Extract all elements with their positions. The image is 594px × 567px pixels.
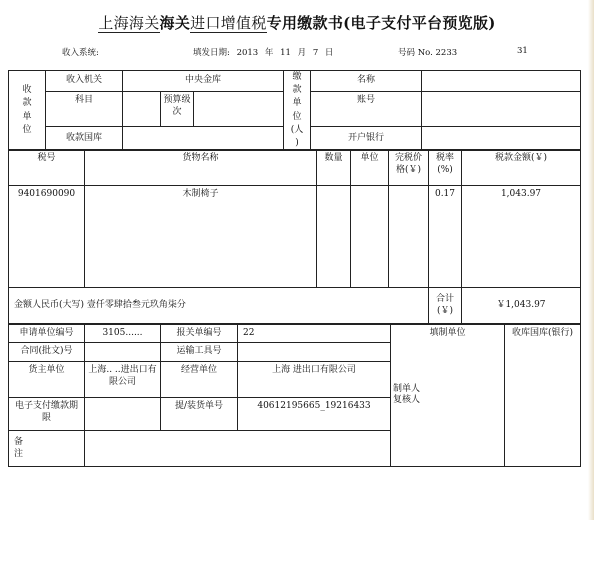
details-table	[8, 324, 581, 467]
amount-in-words: 金额人民币(大写) 壹仟零肆拾叁元玖角柒分	[9, 288, 429, 324]
payer-bank-value	[422, 127, 581, 151]
reviewer-label: 复核人	[393, 395, 421, 406]
header-tax-no: 税号	[9, 150, 85, 186]
title-customs: 海关	[159, 14, 191, 32]
fill-date: 填发日期: 2013 年 11 月 7 日	[193, 48, 334, 58]
bill-no-value: 40612195665_19216433	[238, 398, 391, 431]
payer-bank-label: 开户银行	[311, 127, 422, 151]
paying-unit-header: 缴 款 单 位 (人 )	[284, 71, 311, 151]
total-value: ￥1,043.97	[462, 288, 581, 324]
applicant-no-value: 3105......	[85, 325, 161, 343]
row-tax-rate: 0.17	[429, 186, 462, 288]
header-tax-amount: 税款金额(￥)	[462, 150, 581, 186]
collecting-agency-value: 中央金库	[123, 71, 284, 92]
budget-level-label: 预算级次	[161, 92, 194, 127]
payment-deadline-value	[85, 398, 161, 431]
row-tax-amount: 1,043.97	[462, 186, 581, 288]
collecting-treasury-value	[123, 127, 284, 151]
page-edge-shadow	[588, 0, 594, 520]
subject-label: 科目	[46, 92, 123, 127]
contract-no-label: 合同(批文)号	[9, 343, 85, 362]
remarks-label: 备注	[9, 431, 85, 467]
transport-label: 运输工具号	[161, 343, 238, 362]
consignee-value: 上海.. ..进出口有限公司	[85, 362, 161, 398]
payer-name-value	[422, 71, 581, 92]
document-number-suffix: 31	[517, 46, 528, 56]
consignee-label: 货主单位	[9, 362, 85, 398]
declaration-no-value: 22	[238, 325, 391, 343]
header-dutiable-price: 完税价格(￥)	[389, 150, 429, 186]
treasury-bank-label: 收库国库(银行)	[505, 325, 581, 467]
contract-no-value	[85, 343, 161, 362]
header-quantity: 数量	[317, 150, 351, 186]
collecting-unit-header: 收 款 单 位	[9, 71, 46, 151]
payer-account-value	[422, 92, 581, 127]
collecting-agency-label: 收入机关	[46, 71, 123, 92]
row-quantity	[317, 186, 351, 288]
fill-unit-label: 填制单位	[429, 328, 466, 338]
table-row	[9, 186, 581, 288]
header-unit: 单位	[351, 150, 389, 186]
row-unit	[351, 186, 389, 288]
operating-unit-value: 上海 进出口有限公司	[238, 362, 391, 398]
collecting-treasury-label: 收款国库	[46, 127, 123, 151]
payment-deadline-label: 电子支付缴款期限	[9, 398, 85, 431]
declaration-no-label: 报关单编号	[161, 325, 238, 343]
receive-system: 收入系统:	[62, 48, 99, 58]
payer-name-label: 名称	[311, 71, 422, 92]
transport-value	[238, 343, 391, 362]
title-customs-office: 上海海关	[98, 14, 160, 32]
subject-value	[123, 92, 161, 127]
budget-level-value	[194, 92, 284, 127]
title-form-name: 专用缴款书(电子支付平台预览版)	[266, 14, 496, 32]
document-number: 号码 No. 2233	[398, 48, 458, 58]
header-tax-rate: 税率(%)	[429, 150, 462, 186]
title-tax-type: 进口增值税	[190, 14, 267, 32]
parties-table	[8, 70, 581, 151]
header-goods-name: 货物名称	[85, 150, 317, 186]
applicant-no-label: 申请单位编号	[9, 325, 85, 343]
row-goods-name: 木制椅子	[85, 186, 317, 288]
remarks-value	[85, 431, 391, 467]
operating-unit-label: 经营单位	[161, 362, 238, 398]
preparer-label: 制单人	[393, 383, 421, 394]
bill-no-label: 提/装货单号	[161, 398, 238, 431]
payer-account-label: 账号	[311, 92, 422, 127]
row-dutiable-price	[389, 186, 429, 288]
total-label: 合计(￥)	[429, 288, 462, 324]
goods-table	[8, 149, 581, 324]
row-tax-no: 9401690090	[9, 186, 85, 288]
issuer-cell	[391, 325, 505, 467]
form-title	[0, 12, 594, 33]
